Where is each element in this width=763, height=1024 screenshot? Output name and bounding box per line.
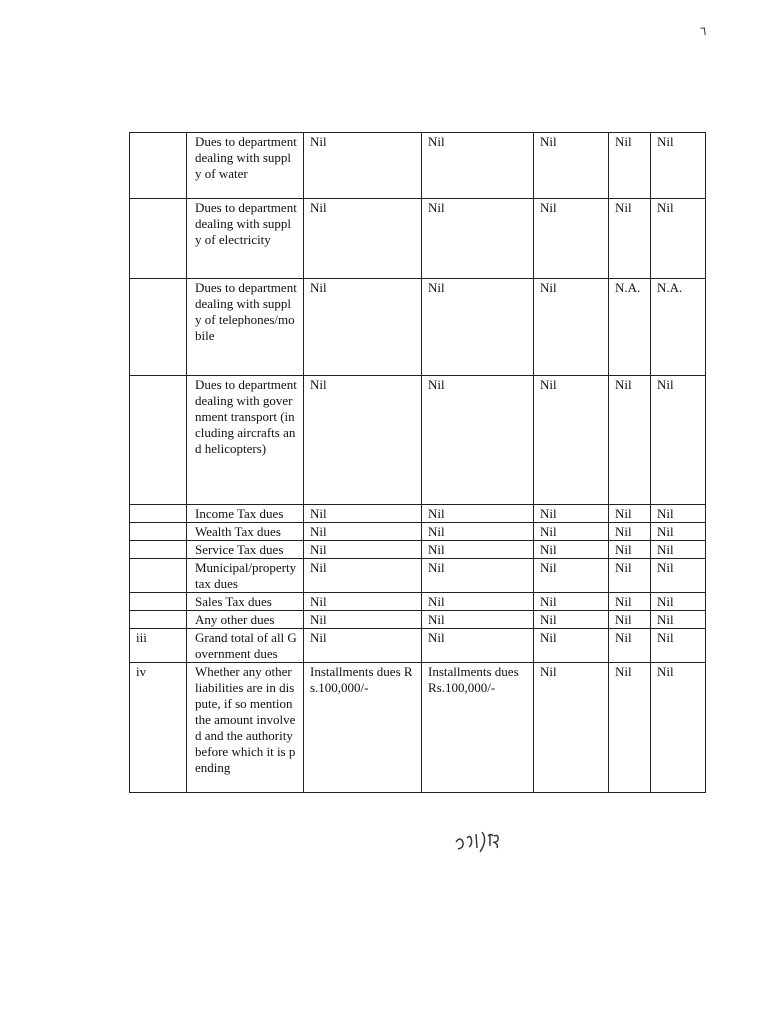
value-cell: N.A. [609, 279, 651, 376]
particular-cell: Dues to department dealing with supply of water [187, 133, 304, 199]
value-cell: Nil [651, 559, 706, 593]
value-cell: Nil [304, 541, 422, 559]
table-row [130, 611, 706, 629]
table-row [130, 593, 706, 611]
particular-cell: Income Tax dues [187, 505, 304, 523]
page-corner-mark: ٦ [700, 24, 707, 38]
value-cell: Nil [534, 279, 609, 376]
particular-cell: Dues to department dealing with supply of electricity [187, 199, 304, 279]
serial-cell [130, 376, 187, 505]
value-cell: Installments dues Rs.100,000/- [304, 663, 422, 793]
value-cell: Nil [534, 505, 609, 523]
value-cell: Nil [534, 629, 609, 663]
value-cell: Nil [304, 133, 422, 199]
value-cell: Nil [422, 541, 534, 559]
value-cell: Nil [534, 133, 609, 199]
value-cell: Nil [534, 611, 609, 629]
value-cell: Nil [422, 559, 534, 593]
table-row [130, 133, 706, 199]
table-row [130, 629, 706, 663]
serial-cell [130, 593, 187, 611]
value-cell: Nil [651, 593, 706, 611]
serial-cell [130, 611, 187, 629]
dues-table [129, 132, 706, 793]
serial-cell: iv [130, 663, 187, 793]
serial-cell [130, 523, 187, 541]
value-cell: Nil [651, 199, 706, 279]
serial-cell: iii [130, 629, 187, 663]
value-cell: Nil [534, 523, 609, 541]
value-cell: Nil [609, 593, 651, 611]
serial-cell [130, 133, 187, 199]
value-cell: Nil [534, 376, 609, 505]
value-cell: Installments dues Rs.100,000/- [422, 663, 534, 793]
value-cell: Nil [534, 199, 609, 279]
value-cell: Nil [422, 505, 534, 523]
value-cell: Nil [609, 629, 651, 663]
particular-cell: Whether any other liabilities are in dispute, if so mention the amount involved and the authority before which it is pending [187, 663, 304, 793]
value-cell: N.A. [651, 279, 706, 376]
value-cell: Nil [609, 199, 651, 279]
value-cell: Nil [609, 663, 651, 793]
value-cell: Nil [609, 541, 651, 559]
handwritten-signature [452, 828, 522, 860]
value-cell: Nil [422, 199, 534, 279]
particular-cell: Sales Tax dues [187, 593, 304, 611]
particular-cell: Wealth Tax dues [187, 523, 304, 541]
value-cell: Nil [422, 611, 534, 629]
serial-cell [130, 505, 187, 523]
value-cell: Nil [304, 505, 422, 523]
value-cell: Nil [651, 611, 706, 629]
value-cell: Nil [609, 133, 651, 199]
value-cell: Nil [422, 523, 534, 541]
value-cell: Nil [609, 523, 651, 541]
value-cell: Nil [651, 523, 706, 541]
value-cell: Nil [651, 629, 706, 663]
value-cell: Nil [304, 559, 422, 593]
value-cell: Nil [534, 663, 609, 793]
particular-cell: Dues to department dealing with government transport (including aircrafts and helicopters) [187, 376, 304, 505]
value-cell: Nil [304, 593, 422, 611]
particular-cell: Municipal/property tax dues [187, 559, 304, 593]
particular-cell: Grand total of all Government dues [187, 629, 304, 663]
serial-cell [130, 279, 187, 376]
value-cell: Nil [422, 279, 534, 376]
table-row [130, 505, 706, 523]
table-row [130, 523, 706, 541]
value-cell: Nil [422, 133, 534, 199]
value-cell: Nil [651, 133, 706, 199]
value-cell: Nil [304, 611, 422, 629]
serial-cell [130, 199, 187, 279]
value-cell: Nil [304, 523, 422, 541]
value-cell: Nil [534, 541, 609, 559]
serial-cell [130, 559, 187, 593]
table-row [130, 376, 706, 505]
value-cell: Nil [304, 629, 422, 663]
particular-cell: Any other dues [187, 611, 304, 629]
value-cell: Nil [651, 505, 706, 523]
serial-cell [130, 541, 187, 559]
value-cell: Nil [609, 559, 651, 593]
value-cell: Nil [609, 611, 651, 629]
value-cell: Nil [304, 376, 422, 505]
value-cell: Nil [304, 279, 422, 376]
table-row [130, 663, 706, 793]
value-cell: Nil [422, 593, 534, 611]
table-row [130, 199, 706, 279]
particular-cell: Dues to department dealing with supply of telephones/mobile [187, 279, 304, 376]
value-cell: Nil [304, 199, 422, 279]
value-cell: Nil [422, 629, 534, 663]
value-cell: Nil [651, 541, 706, 559]
value-cell: Nil [651, 663, 706, 793]
value-cell: Nil [534, 559, 609, 593]
table-row [130, 541, 706, 559]
value-cell: Nil [651, 376, 706, 505]
value-cell: Nil [422, 376, 534, 505]
table-row [130, 279, 706, 376]
value-cell: Nil [609, 376, 651, 505]
particular-cell: Service Tax dues [187, 541, 304, 559]
value-cell: Nil [534, 593, 609, 611]
table-row [130, 559, 706, 593]
value-cell: Nil [609, 505, 651, 523]
